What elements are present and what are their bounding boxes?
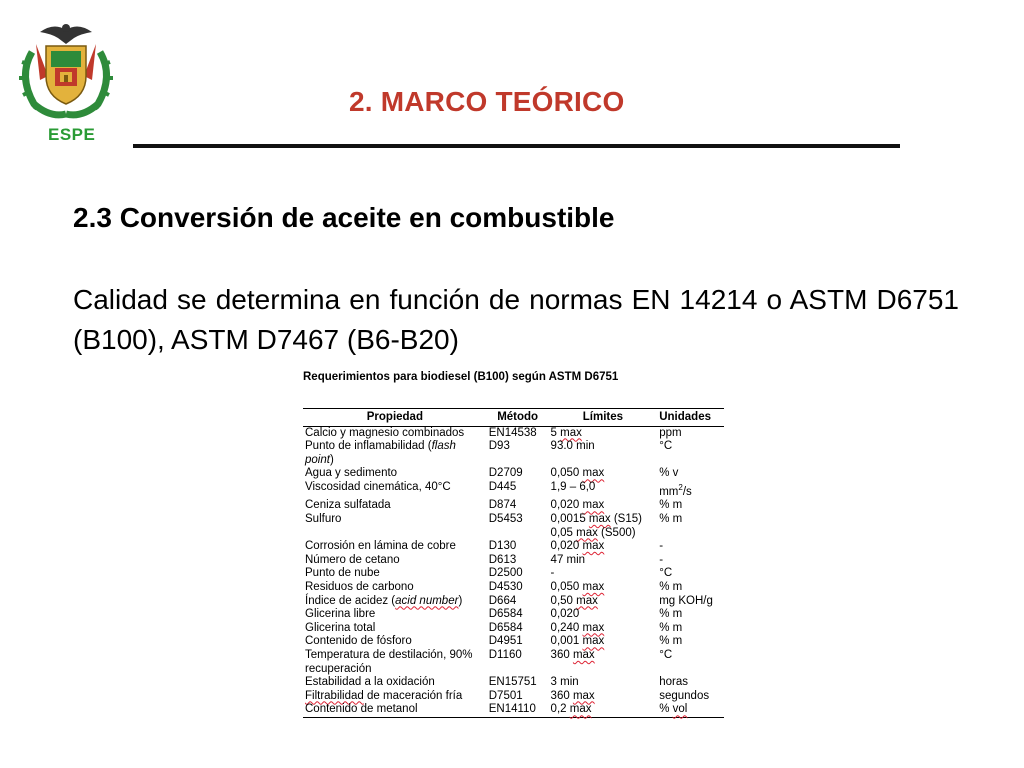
metodo-cell: D6584 bbox=[488, 621, 523, 634]
unidades-cell: - bbox=[659, 553, 664, 566]
propiedad-cell: Corrosión en lámina de cobre bbox=[305, 540, 456, 553]
propiedad-cell: Filtrabilidad de maceración fría bbox=[305, 689, 463, 702]
unidades-cell: $mm^2/s$ bbox=[659, 482, 692, 498]
limites-cell: 0,020 max bbox=[550, 499, 605, 512]
propiedad-cell: Residuos de carbono bbox=[305, 580, 414, 593]
unidades-cell: % v bbox=[659, 467, 679, 480]
unidades-cell: % m bbox=[659, 512, 683, 525]
limites-cell: 0,050 max bbox=[550, 580, 605, 593]
propiedad-cell: Contenido de fósforo bbox=[305, 635, 412, 648]
logo-text: ESPE bbox=[48, 125, 96, 144]
metodo-cell: EN15751 bbox=[488, 676, 537, 689]
limites-cell: 0,050 max bbox=[550, 467, 605, 480]
metodo-cell: D93 bbox=[488, 440, 510, 453]
metodo-cell: D445 bbox=[488, 480, 517, 493]
limites-cell: 0,2 max bbox=[550, 703, 592, 716]
table-row bbox=[303, 608, 724, 622]
unidades-cell: ppm bbox=[659, 426, 682, 439]
header-propiedad: Propiedad bbox=[366, 411, 423, 423]
metodo-cell: D2500 bbox=[488, 567, 523, 580]
table-row bbox=[303, 622, 724, 636]
unidades-cell: % m bbox=[659, 499, 683, 512]
table-row bbox=[303, 676, 724, 690]
propiedad-cell: Ceniza sulfatada bbox=[305, 499, 391, 512]
propiedad-cell: Número de cetano bbox=[305, 553, 400, 566]
table-row bbox=[303, 440, 724, 467]
table-row bbox=[303, 581, 724, 595]
table-row bbox=[303, 481, 724, 499]
metodo-cell: D1160 bbox=[488, 648, 522, 661]
propiedad-cell: Punto de nube bbox=[305, 567, 380, 580]
table-row bbox=[303, 499, 724, 513]
propiedad-cell: Contenido de metanol bbox=[305, 703, 418, 716]
biodiesel-requirements-table bbox=[303, 408, 724, 718]
unidades-cell: mg KOH/g bbox=[659, 594, 713, 607]
metodo-cell: D613 bbox=[488, 553, 517, 566]
propiedad-cell: Glicerina libre bbox=[305, 608, 376, 621]
limites-cell: 5 max bbox=[550, 426, 582, 439]
limites-cell: 360 max bbox=[550, 648, 595, 661]
metodo-cell: D4530 bbox=[488, 580, 523, 593]
propiedad-cell: Índice de acidez (acid number) bbox=[305, 594, 463, 607]
table-row bbox=[303, 513, 724, 540]
unidades-cell: - bbox=[659, 540, 664, 553]
metodo-cell: EN14538 bbox=[488, 426, 537, 439]
metodo-cell: D2709 bbox=[488, 467, 523, 480]
metodo-cell: D5453 bbox=[488, 512, 523, 525]
propiedad-cell: Estabilidad a la oxidación bbox=[305, 676, 435, 689]
table-row bbox=[303, 703, 724, 717]
table-row bbox=[303, 690, 724, 704]
metodo-cell: D4951 bbox=[488, 635, 523, 648]
limites-cell: 0,020 bbox=[550, 608, 580, 621]
slide-subtitle: 2.3 Conversión de aceite en combustible bbox=[73, 202, 615, 233]
table-row bbox=[303, 554, 724, 568]
limites-cell: 0,240 max bbox=[550, 621, 605, 634]
header-limites: Límites bbox=[582, 411, 624, 423]
metodo-cell: D6584 bbox=[488, 608, 523, 621]
limites-cell: 0,001 max bbox=[550, 635, 605, 648]
metodo-cell: D664 bbox=[488, 594, 517, 607]
propiedad-cell: Viscosidad cinemática, 40°C bbox=[305, 480, 451, 493]
unidades-cell: horas bbox=[659, 676, 688, 689]
unidades-cell: % m bbox=[659, 635, 683, 648]
limites-cell: 1,9 – 6,0 bbox=[550, 480, 596, 493]
limites-cell: 0,50 max bbox=[550, 594, 598, 607]
metodo-cell: D874 bbox=[488, 499, 517, 512]
unidades-cell: segundos bbox=[659, 689, 710, 702]
metodo-cell: D7501 bbox=[488, 689, 523, 702]
espe-logo bbox=[10, 14, 122, 144]
limites-cell: 0,0015 max (S15) 0,05 max (S500) bbox=[550, 512, 642, 539]
table-row bbox=[303, 595, 724, 609]
propiedad-cell: Glicerina total bbox=[305, 621, 376, 634]
propiedad-cell: Agua y sedimento bbox=[305, 467, 398, 480]
table-caption: Requerimientos para biodiesel (B100) según ASTM D6751 bbox=[303, 371, 619, 383]
limites-cell: 0,020 max bbox=[550, 540, 605, 553]
unidades-cell: °C bbox=[659, 648, 673, 661]
section-title: 2. MARCO TEÓRICO bbox=[349, 86, 625, 117]
limites-cell: 47 min bbox=[550, 553, 586, 566]
limites-cell: 360 max bbox=[550, 689, 595, 702]
table-row bbox=[303, 649, 724, 676]
unidades-cell: °C bbox=[659, 567, 673, 580]
espe-crest-icon bbox=[10, 14, 122, 126]
unidades-cell: % m bbox=[659, 608, 683, 621]
propiedad-cell: Calcio y magnesio combinados bbox=[305, 426, 465, 439]
propiedad-cell: Sulfuro bbox=[305, 512, 342, 525]
propiedad-cell: Temperatura de destilación, 90% recuperación bbox=[305, 648, 473, 675]
table-row bbox=[303, 426, 724, 440]
body-paragraph: Calidad se determina en función de normas EN 14214 o ASTM D6751 (B100), ASTM D7467 (B6-B20) bbox=[73, 284, 959, 355]
header-metodo: Método bbox=[497, 411, 539, 423]
table-row bbox=[303, 467, 724, 481]
table-row bbox=[303, 540, 724, 554]
table-row bbox=[303, 567, 724, 581]
title-divider bbox=[133, 144, 900, 148]
limites-cell: - bbox=[550, 567, 555, 580]
unidades-cell: % m bbox=[659, 580, 683, 593]
propiedad-cell: Punto de inflamabilidad (flash point) bbox=[305, 440, 456, 466]
unidades-cell: °C bbox=[659, 440, 673, 453]
limites-cell: 3 min bbox=[550, 676, 579, 689]
limites-cell: 93.0 min bbox=[550, 440, 595, 453]
unidades-cell: % m bbox=[659, 621, 683, 634]
metodo-cell: D130 bbox=[488, 540, 517, 553]
table-row bbox=[303, 635, 724, 649]
header-unidades: Unidades bbox=[659, 411, 711, 423]
metodo-cell: EN14110 bbox=[488, 703, 536, 716]
table-header-row bbox=[303, 409, 724, 427]
unidades-cell: % vol bbox=[659, 703, 688, 716]
